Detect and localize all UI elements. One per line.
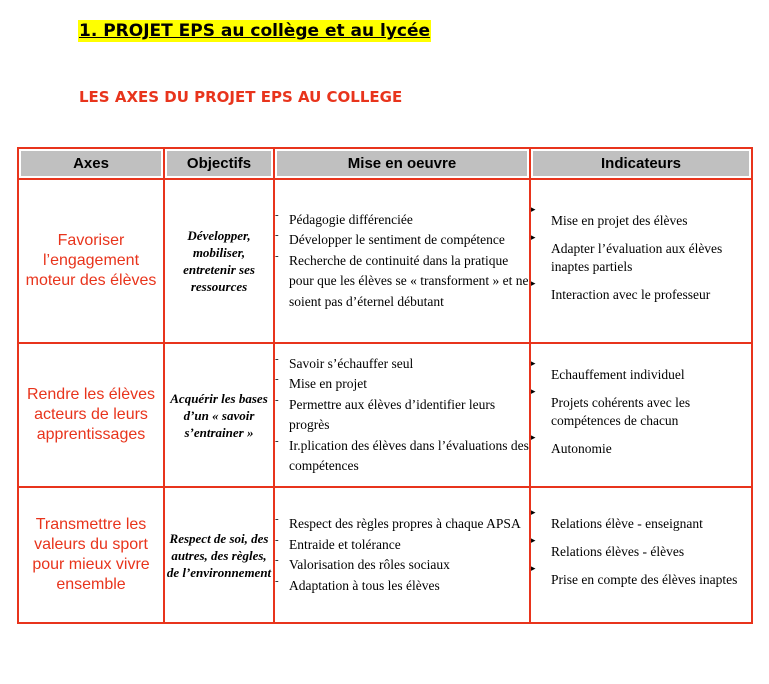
indicateurs-list — [531, 212, 751, 304]
header-axes: Axes — [18, 148, 164, 179]
mise-item: - Savoir s’échauffer seul — [275, 354, 529, 375]
objectif-cell: Développer, mobiliser, entretenir ses ressources — [164, 179, 274, 343]
axe-cell: Rendre les élèves acteurs de leurs apprentissages — [18, 343, 164, 487]
indicateurs-list — [531, 515, 751, 589]
mise-item: - Valorisation des rôles sociaux — [275, 555, 529, 576]
indicateur-item: ▸ Relations élève - enseignant — [531, 515, 751, 533]
axe-cell: Transmettre les valeurs du sport pour mieux vivre ensemble — [18, 487, 164, 623]
indicateurs-list — [531, 366, 751, 458]
table-row — [18, 343, 752, 487]
header-objectifs: Objectifs — [164, 148, 274, 179]
indicateur-item: ▸ Projets cohérents avec les compétences de chacun — [531, 394, 751, 430]
indicateur-item: ▸ Relations élèves - élèves — [531, 543, 751, 561]
indicateurs-cell — [530, 487, 752, 623]
mise-en-oeuvre-list — [275, 514, 529, 596]
mise-item: - Ir.plication des élèves dans l’évaluations des compétences — [275, 436, 529, 477]
mise-item: - Permettre aux élèves d’identifier leurs progrès — [275, 395, 529, 436]
section-title: LES AXES DU PROJET EPS AU COLLEGE — [79, 88, 403, 106]
objectif-cell: Acquérir les bases d’un « savoir s’entrainer » — [164, 343, 274, 487]
mise-item: - Pédagogie différenciée — [275, 210, 529, 231]
mise-item: - Recherche de continuité dans la pratique pour que les élèves se « transforment » et ne soient pas d’éternel débutant — [275, 251, 529, 313]
table-header-row — [18, 148, 752, 179]
indicateur-item: ▸ Interaction avec le professeur — [531, 286, 751, 304]
mise-en-oeuvre-cell — [274, 487, 530, 623]
axe-cell: Favoriser l’engagement moteur des élèves — [18, 179, 164, 343]
mise-en-oeuvre-cell — [274, 343, 530, 487]
axes-table — [17, 147, 753, 624]
indicateurs-cell — [530, 179, 752, 343]
header-mise-en-oeuvre: Mise en oeuvre — [274, 148, 530, 179]
indicateur-item: ▸ Mise en projet des élèves — [531, 212, 751, 230]
indicateur-item: ▸ Autonomie — [531, 440, 751, 458]
mise-en-oeuvre-cell — [274, 179, 530, 343]
objectif-cell: Respect de soi, des autres, des règles, de l’environnement — [164, 487, 274, 623]
indicateur-item: ▸ Echauffement individuel — [531, 366, 751, 384]
table-row — [18, 179, 752, 343]
indicateur-item: ▸ Adapter l’évaluation aux élèves inaptes partiels — [531, 240, 751, 276]
document-title: 1. PROJET EPS au collège et au lycée — [79, 21, 431, 41]
mise-item: - Respect des règles propres à chaque APSA — [275, 514, 529, 535]
mise-en-oeuvre-list — [275, 210, 529, 313]
mise-en-oeuvre-list — [275, 354, 529, 477]
mise-item: - Entraide et tolérance — [275, 535, 529, 556]
indicateur-item: ▸ Prise en compte des élèves inaptes — [531, 571, 751, 589]
mise-item: - Mise en projet — [275, 374, 529, 395]
table-row — [18, 487, 752, 623]
header-indicateurs: Indicateurs — [530, 148, 752, 179]
indicateurs-cell — [530, 343, 752, 487]
mise-item: - Développer le sentiment de compétence — [275, 230, 529, 251]
mise-item: - Adaptation à tous les élèves — [275, 576, 529, 597]
